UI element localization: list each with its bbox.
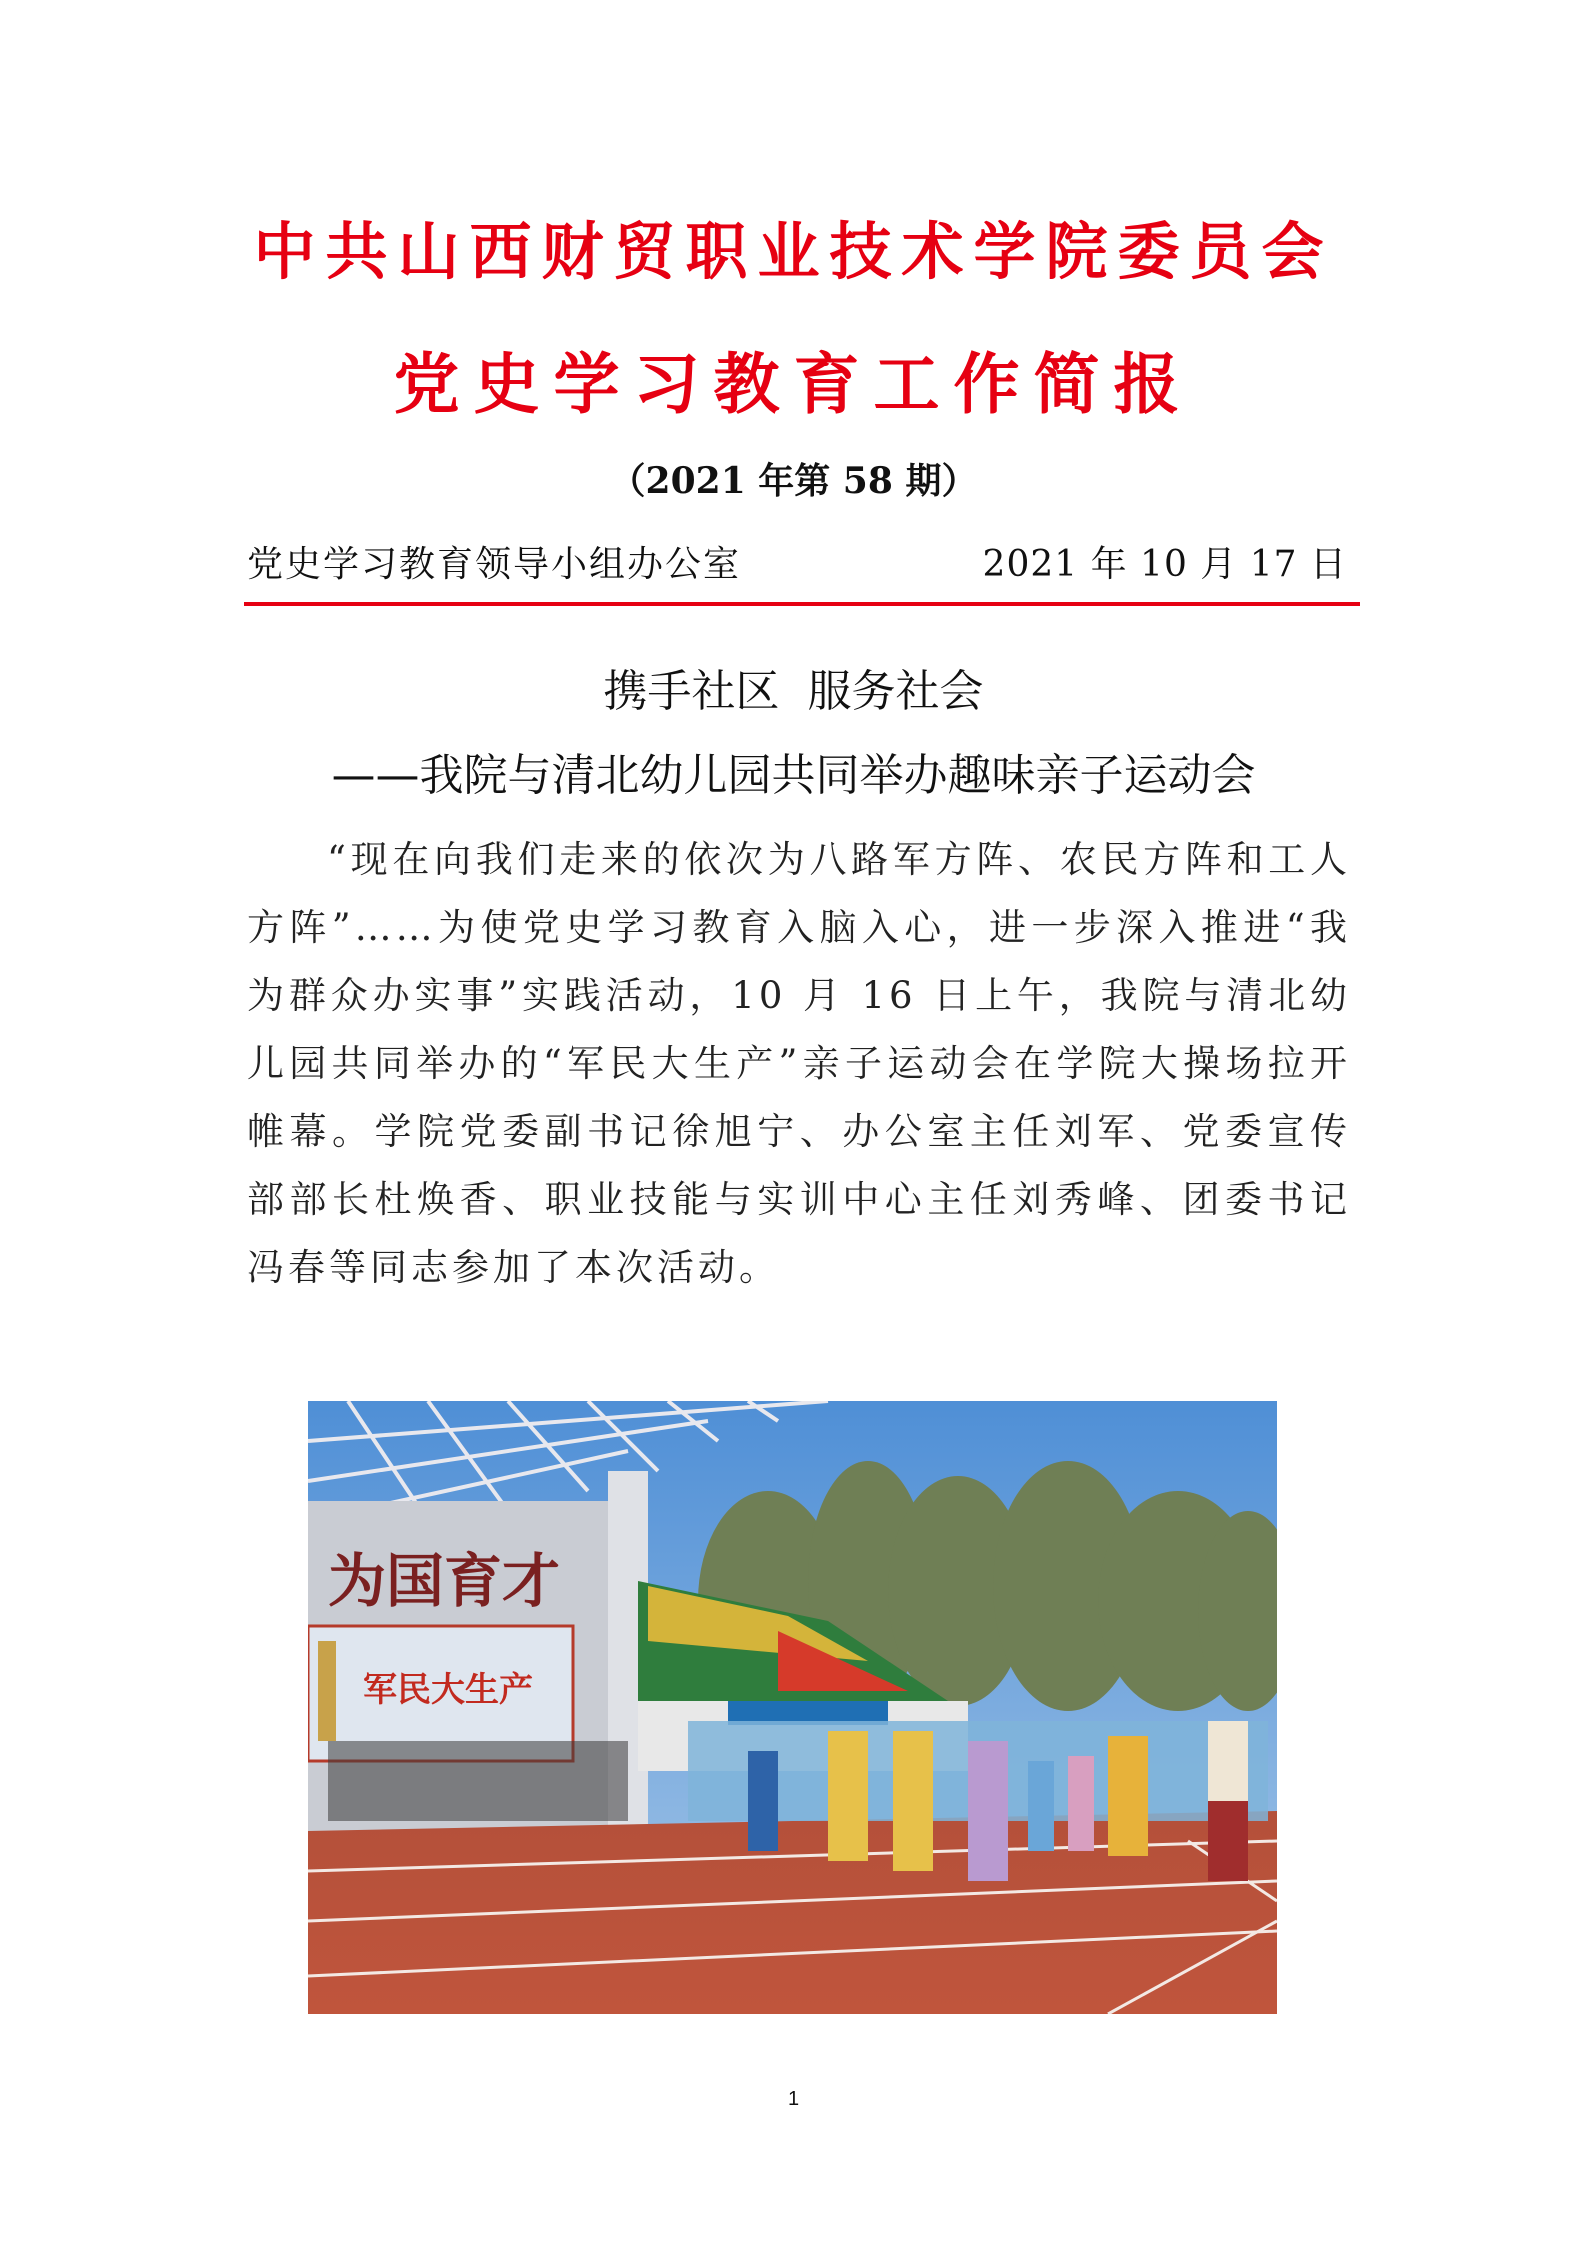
header-title-line2: 党史学习教育工作简报	[393, 345, 1194, 423]
article-paragraph: “现在向我们走来的依次为八路军方阵、农民方阵和工人方阵”……为使党史学习教育入脑入心，进一步深入推进“我为群众办实事”实践活动，10 月 16 日上午，我院与清北幼儿园共同举办的“军民大生产”亲子运动会在学院大操场拉开帷幕。学院党委副书记徐旭宁、办公室主任刘军、党委宣传部部长杜焕香、职业技能与实训中心主任刘秀峰、团委书记冯春等同志参加了本次活动。	[247, 838, 1351, 1289]
issuing-office: 党史学习教育领导小组办公室	[247, 544, 742, 585]
article-subtitle: ——我院与清北幼儿园共同举办趣味亲子运动会	[331, 750, 1256, 801]
event-photo	[308, 1401, 1277, 2014]
issue-date: 2021 年 10 月 17 日	[982, 544, 1347, 585]
header-title-line1: 中共山西财贸职业技术学院委员会	[253, 215, 1334, 288]
issue-number: （2021 年第 58 期）	[609, 460, 978, 502]
event-banner	[308, 1626, 573, 1761]
event-photo-illustration	[308, 1401, 1277, 2014]
page-number: 1	[787, 2088, 800, 2110]
wall-slogan: 为国育才	[328, 1547, 561, 1615]
banner-title: 军民大生产	[363, 1670, 533, 1710]
header-divider	[244, 602, 1360, 606]
article-title: 携手社区 服务社会	[603, 666, 984, 717]
